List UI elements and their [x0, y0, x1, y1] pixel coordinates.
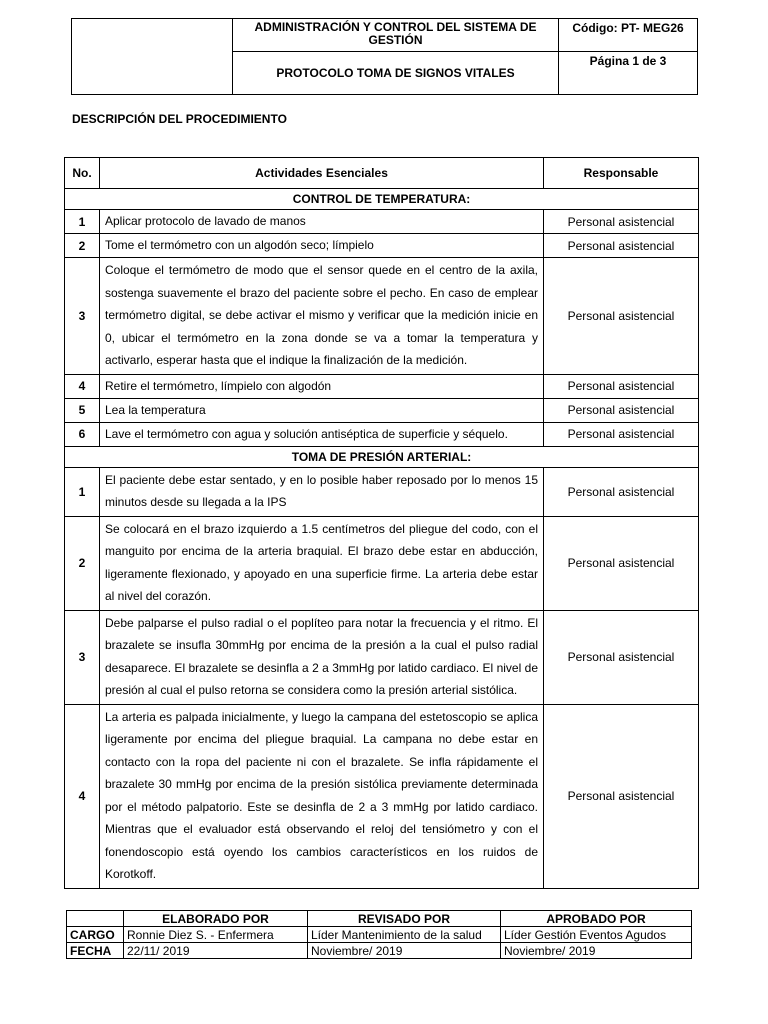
- step-number: 5: [65, 398, 100, 422]
- column-header-activities: Actividades Esenciales: [100, 158, 544, 189]
- column-header-responsible: Responsable: [544, 158, 699, 189]
- table-row: [65, 374, 699, 398]
- activity-text: Debe palparse el pulso radial o el poplíteo para notar la frecuencia y el ritmo. El brazalete se insufla 30mmHg por encima de la presión a la cual el pulso radial desaparece. El brazalete se desinfla a 2 a 3mmHg por latido cardiaco. El nivel de presión al cual el pulso retorna se considera como la presión arterial sistólica.: [100, 610, 544, 704]
- step-number: 6: [65, 422, 100, 446]
- responsible-text: Personal asistencial: [544, 704, 699, 888]
- aprobado-header: APROBADO POR: [501, 911, 692, 927]
- approval-corner-cell: [67, 911, 124, 927]
- step-number: 1: [65, 467, 100, 516]
- logo-cell: [72, 19, 233, 95]
- step-number: 4: [65, 374, 100, 398]
- step-number: 3: [65, 258, 100, 375]
- table-row: [65, 258, 699, 375]
- fecha-label: FECHA: [67, 943, 124, 959]
- approval-table: [66, 910, 692, 959]
- responsible-text: Personal asistencial: [544, 516, 699, 610]
- activity-text: Tome el termómetro con un algodón seco; límpielo: [100, 234, 544, 258]
- procedure-table: [64, 157, 699, 889]
- table-row: [65, 467, 699, 516]
- section-row: [65, 189, 699, 210]
- protocol-title: PROTOCOLO TOMA DE SIGNOS VITALES: [233, 52, 559, 95]
- responsible-text: Personal asistencial: [544, 234, 699, 258]
- step-number: 2: [65, 516, 100, 610]
- section-row: [65, 446, 699, 467]
- table-row: [65, 398, 699, 422]
- document-header: [71, 18, 698, 95]
- activity-text: La arteria es palpada inicialmente, y luego la campana del estetoscopio se aplica ligeramente por encima del pliegue braquial. La campana no debe estar en contacto con la ropa del paciente ni con el brazalete. Se infla rápidamente el brazalete 30 mmHg por encima de la presión sistólica previamente determinada por el método palpatorio. Este se desinfla de 2 a 3 mmHg por latido cardiaco. Mientras que el evaluador está observando el reloj del tensiómetro y con el fonendoscopio está oyendo los cambios característicos en los ruidos de Korotkoff.: [100, 704, 544, 888]
- step-number: 3: [65, 610, 100, 704]
- responsible-text: Personal asistencial: [544, 258, 699, 375]
- revisado-fecha: Noviembre/ 2019: [308, 943, 501, 959]
- aprobado-fecha: Noviembre/ 2019: [501, 943, 692, 959]
- step-number: 4: [65, 704, 100, 888]
- cargo-label: CARGO: [67, 927, 124, 943]
- responsible-text: Personal asistencial: [544, 398, 699, 422]
- aprobado-cargo: Líder Gestión Eventos Agudos: [501, 927, 692, 943]
- section-title: DESCRIPCIÓN DEL PROCEDIMIENTO: [72, 112, 287, 126]
- table-row: [65, 516, 699, 610]
- activity-text: El paciente debe estar sentado, y en lo posible haber reposado por lo menos 15 minutos desde su llegada a la IPS: [100, 467, 544, 516]
- activity-text: Coloque el termómetro de modo que el sensor quede en el centro de la axila, sostenga suavemente el brazo del paciente sobre el pecho. En caso de emplear termómetro digital, se debe activar el mismo y verificar que la medición inicie en 0, ubicar el termómetro en la zona donde se va a tomar la temperatura y activarlo, esperar hasta que el indique la finalización de la medición.: [100, 258, 544, 375]
- column-header-no: No.: [65, 158, 100, 189]
- activity-text: Aplicar protocolo de lavado de manos: [100, 210, 544, 234]
- revisado-cargo: Líder Mantenimiento de la salud: [308, 927, 501, 943]
- step-number: 1: [65, 210, 100, 234]
- revisado-header: REVISADO POR: [308, 911, 501, 927]
- elaborado-cargo: Ronnie Diez S. - Enfermera: [124, 927, 308, 943]
- table-row: [65, 610, 699, 704]
- activity-text: Lave el termómetro con agua y solución antiséptica de superficie y séquelo.: [100, 422, 544, 446]
- responsible-text: Personal asistencial: [544, 210, 699, 234]
- section-heading: TOMA DE PRESIÓN ARTERIAL:: [65, 446, 699, 467]
- page-number: Página 1 de 3: [559, 52, 698, 95]
- table-row: [65, 704, 699, 888]
- responsible-text: Personal asistencial: [544, 610, 699, 704]
- system-title: ADMINISTRACIÓN Y CONTROL DEL SISTEMA DE GESTIÓN: [233, 19, 559, 52]
- activity-text: Se colocará en el brazo izquierdo a 1.5 centímetros del pliegue del codo, con el manguito por encima de la arteria braquial. El brazo debe estar en abducción, ligeramente flexionado, y apoyado en una superficie firme. La arteria debe estar al nivel del corazón.: [100, 516, 544, 610]
- step-number: 2: [65, 234, 100, 258]
- table-row: [65, 210, 699, 234]
- elaborado-header: ELABORADO POR: [124, 911, 308, 927]
- section-heading: CONTROL DE TEMPERATURA:: [65, 189, 699, 210]
- document-code: Código: PT- MEG26: [559, 19, 698, 52]
- responsible-text: Personal asistencial: [544, 374, 699, 398]
- activity-text: Lea la temperatura: [100, 398, 544, 422]
- responsible-text: Personal asistencial: [544, 467, 699, 516]
- activity-text: Retire el termómetro, límpielo con algodón: [100, 374, 544, 398]
- elaborado-fecha: 22/11/ 2019: [124, 943, 308, 959]
- table-row: [65, 234, 699, 258]
- table-row: [65, 422, 699, 446]
- responsible-text: Personal asistencial: [544, 422, 699, 446]
